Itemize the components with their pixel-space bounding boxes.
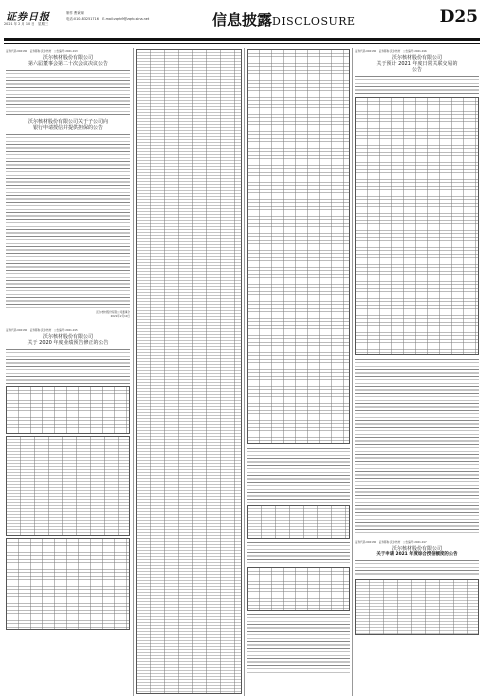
announcement-body	[355, 358, 479, 534]
data-table	[355, 97, 479, 355]
announcement-title: 沃尔核材股份有限公司	[42, 55, 93, 61]
column-divider	[352, 48, 353, 696]
editor-line: 制作 曹秉琛	[66, 11, 85, 15]
announcement-code: 证券代码:002130 证券简称:沃尔核材 公告编号:2021-017	[355, 541, 427, 544]
section-title	[212, 9, 356, 30]
column-2	[136, 49, 242, 694]
data-table	[247, 49, 350, 444]
announcement-title: 沃尔核材股份有限公司关于子公司向	[27, 119, 108, 125]
announcement-body	[6, 69, 130, 115]
column-3	[247, 49, 350, 694]
announcement-body	[6, 348, 130, 384]
announcement-body	[6, 133, 130, 308]
data-table	[355, 579, 479, 635]
announcement-title: 沃尔核材股份有限公司	[42, 334, 93, 340]
data-table	[136, 49, 242, 694]
announcement-code: 证券代码:002130 证券简称:沃尔核材 公告编号:2021-013	[6, 50, 78, 53]
announcement-title: 银行申请授信并提供担保的公告	[32, 125, 103, 131]
announcement-title: 沃尔核材股份有限公司	[391, 546, 442, 552]
data-table	[6, 386, 130, 434]
masthead-rule-thin	[4, 43, 480, 44]
announcement-title: 公告	[411, 67, 422, 73]
announcement-body	[355, 559, 479, 577]
announcement-body	[355, 75, 479, 95]
announcement-title: 第六届董事会第二十次会议决议公告	[27, 61, 108, 67]
announcement-title: 关于 2020 年度业绩预告修正的公告	[27, 340, 109, 346]
data-table	[247, 505, 350, 539]
section-title-cn: 信息披露	[212, 11, 273, 29]
column-1	[6, 49, 130, 694]
announcement-body	[247, 613, 350, 673]
column-divider	[244, 48, 245, 696]
announcement-title: 关于申请 2021 年度综合授信额度的公告	[376, 552, 458, 557]
announcement-body	[247, 447, 350, 503]
issue-date: 2021 年 2 月 10 日 星期三	[4, 22, 49, 26]
page-number: D25	[439, 7, 478, 27]
masthead-rule	[4, 38, 480, 41]
contact-line: 电话:010-83251716 E-mail:zqrb9@zqrb.sina.net	[66, 17, 150, 21]
section-title-en: DISCLOSURE	[272, 15, 356, 28]
newspaper-logo: 证券日报	[6, 12, 50, 23]
announcement-code: 证券代码:002130 证券简称:沃尔核材 公告编号:2021-015	[6, 329, 78, 332]
data-table	[247, 567, 350, 611]
announcement-code: 证券代码:002130 证券简称:沃尔核材 公告编号:2021-016	[355, 50, 427, 53]
announcement-title: 沃尔核材股份有限公司	[391, 55, 442, 61]
announcement-body	[247, 541, 350, 565]
column-4	[355, 49, 479, 694]
announcement-signature: 沃尔核材股份有限公司董事会 2021年2月10日	[96, 311, 130, 318]
data-table	[6, 436, 130, 536]
column-divider	[133, 48, 134, 696]
data-table	[6, 538, 130, 630]
announcement-title: 关于预计 2021 年度日常关联交易的	[376, 61, 458, 67]
